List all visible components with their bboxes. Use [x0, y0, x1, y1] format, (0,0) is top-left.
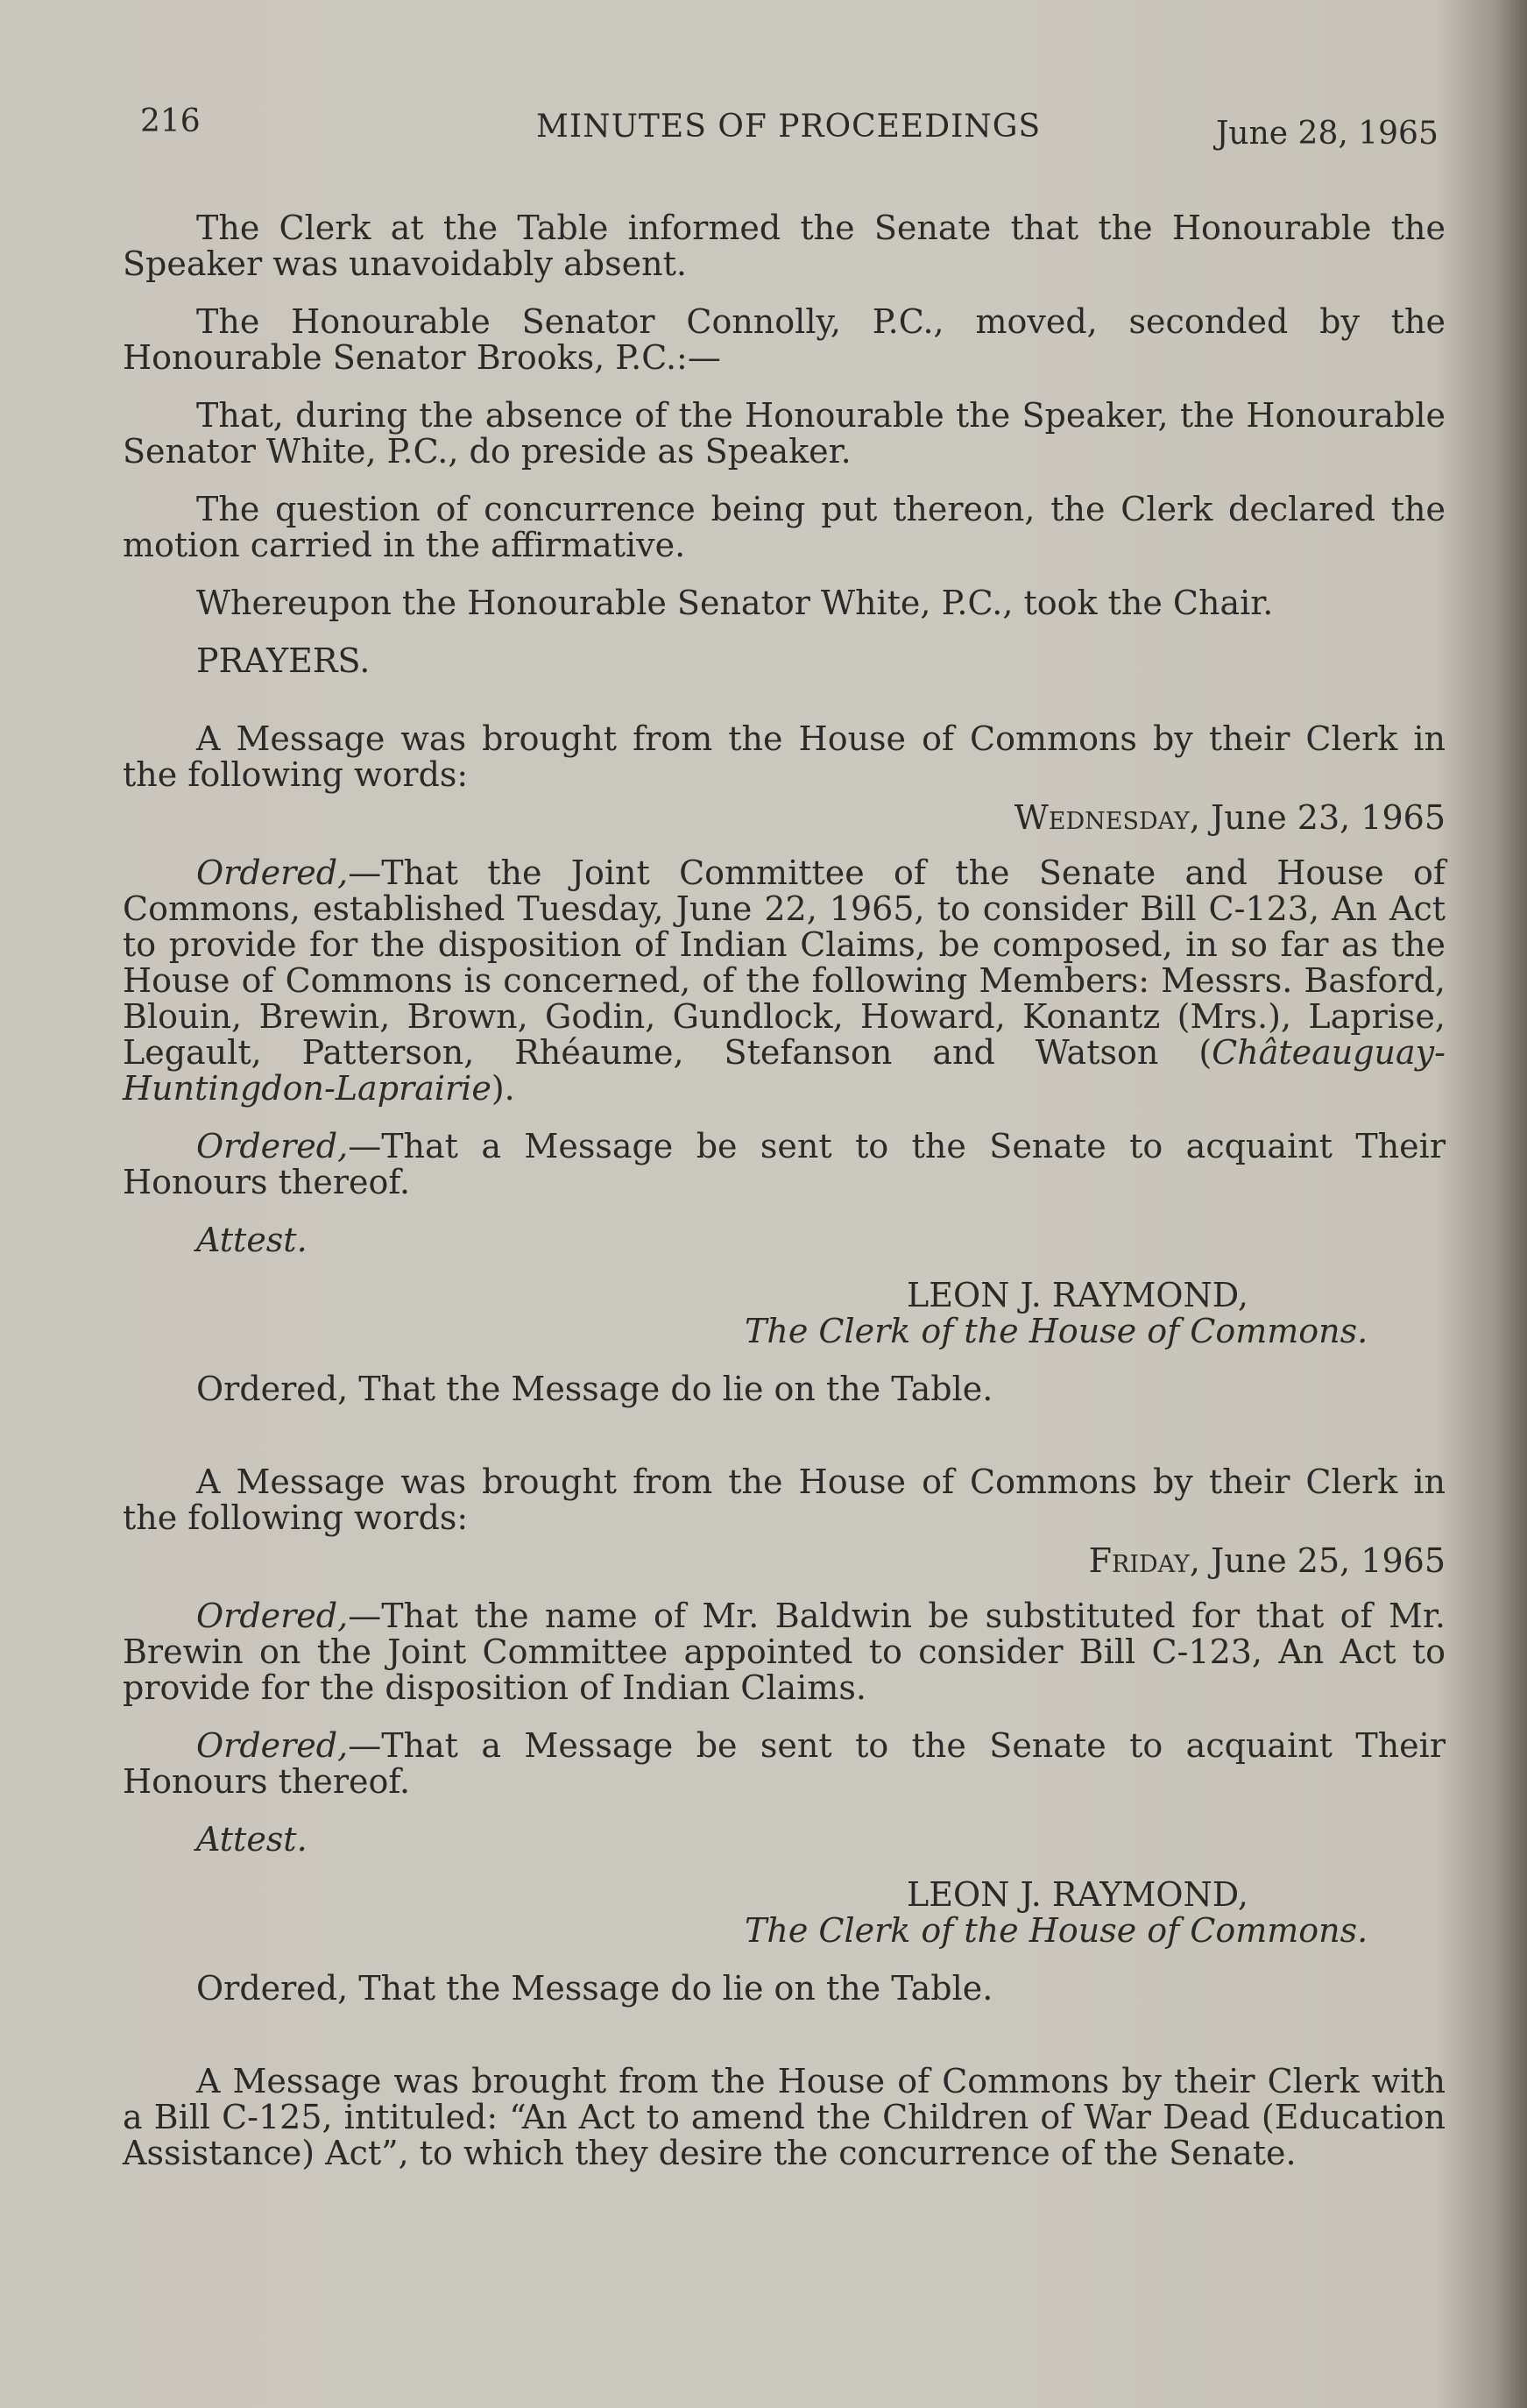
- message-2-dateline: [123, 1543, 1446, 1579]
- paragraph-motion: The Honourable Senator Connolly, P.C., moved, seconded by the Honourable Senator Brooks, P.C.:—: [123, 302, 1446, 377]
- ordered-label: Ordered,: [196, 1726, 349, 1765]
- message-1-order-2: [123, 1129, 1446, 1200]
- paragraph-speaker-absent: The Clerk at the Table informed the Senate that the Honourable the Speaker was unavoidably absent.: [123, 209, 1446, 283]
- message-1-order-1: [123, 855, 1446, 1107]
- message-2-attest: Attest.: [196, 1820, 308, 1859]
- message-1-dateline: [123, 800, 1446, 836]
- order-text: —That the name of Mr. Baldwin be substituted for that of Mr. Brewin on the Joint Committee appointed to consider Bill C-123, An Act to provide for the disposition of Indian Claims.: [123, 1597, 1446, 1707]
- message-1-date: June 23, 1965: [1199, 798, 1446, 837]
- message-2-intro: A Message was brought from the House of Commons by their Clerk in the following words:: [123, 1463, 1446, 1537]
- section-spacer: [123, 2029, 1446, 2064]
- message-2-signature-name: LEON J. RAYMOND,: [907, 1875, 1249, 1914]
- page-number: 216: [140, 103, 201, 139]
- ordered-label: Ordered,: [196, 853, 349, 892]
- message-2-closing: Ordered, That the Message do lie on the Table.: [196, 1969, 993, 2008]
- message-2-order-2: [123, 1728, 1446, 1800]
- message-1-day: Wednesday,: [1014, 798, 1200, 837]
- order-text: —That a Message be sent to the Senate to acquaint Their Honours thereof.: [123, 1127, 1446, 1201]
- paragraph-took-chair: Whereupon the Honourable Senator White, P.C., took the Chair.: [196, 584, 1274, 622]
- order-text: —That the Joint Committee of the Senate and House of Commons, established Tuesday, June 22, 1965, to consider Bill C-123, An Act to provide for the disposition of Indian Claims, be composed, in so far as the House of Commons is concerned, of the following Members: Messrs. Basford, Blouin, Brewin, Brown, Godin, Gundlock, Howard, Konantz (Mrs.), Laprise, Legault, Patterson, Rhéaume, Stefanson and Watson (: [123, 853, 1446, 1072]
- message-3-paragraph: A Message was brought from the House of Commons by their Clerk with a Bill C-125, intituled: “An Act to amend the Children of War Dead (Education Assistance) Act”, to which they desire the concurrence of the Senate.: [123, 2062, 1446, 2172]
- message-2-signature-title: The Clerk of the House of Commons.: [745, 1911, 1368, 1950]
- message-2-day: Friday,: [1088, 1541, 1200, 1580]
- message-1-signature-title: The Clerk of the House of Commons.: [745, 1312, 1368, 1350]
- header-date: June 28, 1965: [1216, 116, 1439, 152]
- message-1-closing: Ordered, That the Message do lie on the Table.: [196, 1370, 993, 1408]
- message-1-intro: A Message was brought from the House of Commons by their Clerk in the following words:: [123, 719, 1446, 794]
- message-2-date: June 25, 1965: [1199, 1541, 1446, 1580]
- section-spacer: [123, 1429, 1446, 1464]
- order-text: —That a Message be sent to the Senate to acquaint Their Honours thereof.: [123, 1726, 1446, 1801]
- paragraph-concurrence: The question of concurrence being put thereon, the Clerk declared the motion carried in the affirmative.: [123, 490, 1446, 564]
- ordered-label: Ordered,: [196, 1597, 349, 1635]
- message-1-signature-name: LEON J. RAYMOND,: [907, 1276, 1249, 1314]
- paragraph-resolution: That, during the absence of the Honourable the Speaker, the Honourable Senator White, P.C., do preside as Speaker.: [123, 396, 1446, 471]
- page-body: [123, 210, 1446, 2193]
- running-header: [140, 103, 1454, 156]
- message-2-order-1: [123, 1598, 1446, 1706]
- running-title: MINUTES OF PROCEEDINGS: [536, 109, 1042, 145]
- order-end: ).: [491, 1069, 515, 1108]
- riding-name: Châteauguay-Huntingdon-Laprairie: [123, 1033, 1446, 1108]
- ordered-label: Ordered,: [196, 1127, 349, 1165]
- message-1-attest: Attest.: [196, 1221, 308, 1259]
- prayers-heading: PRAYERS.: [196, 641, 371, 680]
